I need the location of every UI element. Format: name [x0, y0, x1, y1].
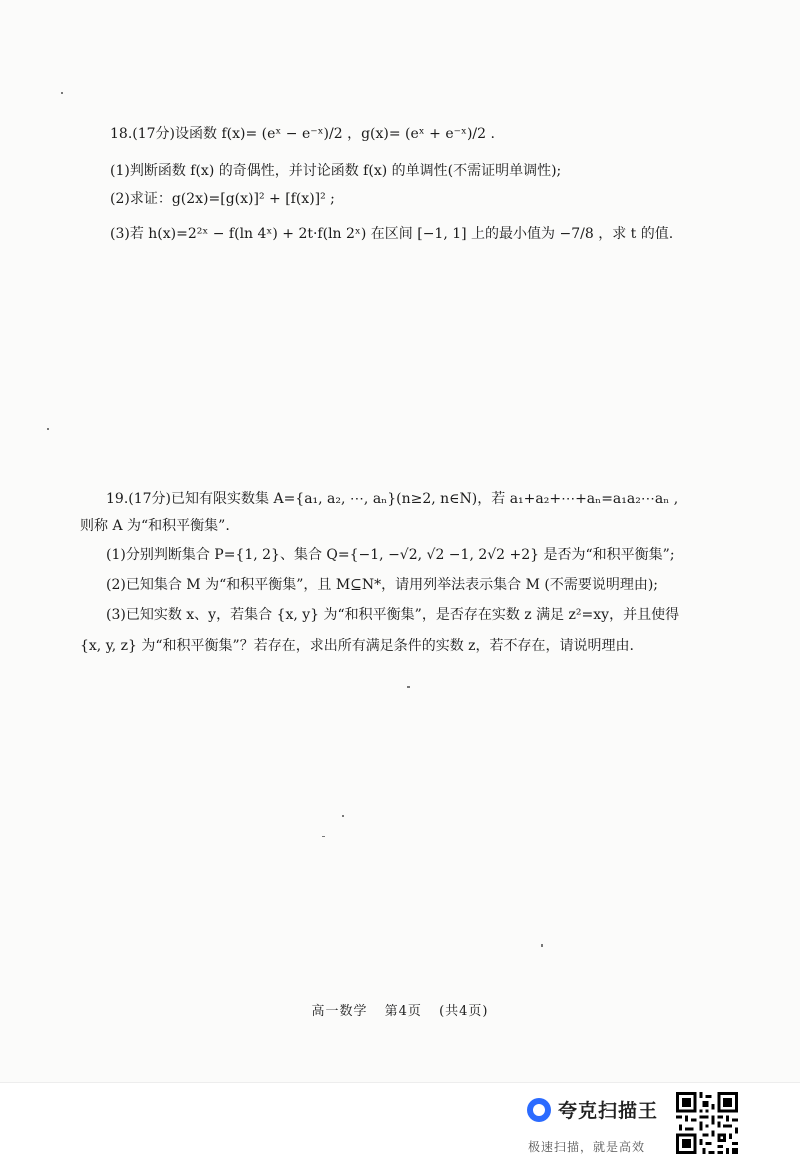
- q19-part2: (2)已知集合 M 为“和积平衡集”，且 M⊆N*，请用列举法表示集合 M (不需要说明理由);: [106, 577, 659, 593]
- q18-part2: (2)求证：g(2x)=[g(x)]² + [f(x)]² ;: [110, 191, 335, 207]
- q19-part1: (1)分别判断集合 P={1, 2}、集合 Q={−1, −√2, √2 −1, 2√2 +2} 是否为“和积平衡集”;: [106, 547, 675, 563]
- q18-part1: (1)判断函数 f(x) 的奇偶性，并讨论函数 f(x) 的单调性(不需证明单调性);: [110, 163, 562, 179]
- brand-slogan: 极速扫描，就是高效: [528, 1140, 646, 1154]
- scan-speck: [61, 92, 63, 94]
- brand-name: 夸克扫描王: [558, 1100, 659, 1122]
- scan-speck: [407, 686, 410, 688]
- scan-speck: [541, 944, 543, 947]
- scan-speck: [342, 815, 344, 817]
- q19-stem: 19.(17分)已知有限实数集 A={a₁, a₂, ⋯, aₙ}(n≥2, n∈N)，若 a₁+a₂+⋯+aₙ=a₁a₂⋯aₙ ,: [106, 491, 679, 507]
- q18-part3: (3)若 h(x)=2²ˣ − f(ln 4ˣ) + 2t·f(ln 2ˣ) 在区间 [−1, 1] 上的最小值为 −7/8 ，求 t 的值.: [110, 226, 674, 242]
- footer-total: (共4页): [439, 1004, 489, 1019]
- scan-speck: [47, 428, 49, 430]
- q19-part3: (3)已知实数 x、y，若集合 {x, y} 为“和积平衡集”，是否存在实数 z 满足 z²=xy，并且使得: [106, 607, 680, 623]
- footer-page: 第4页: [384, 1004, 422, 1019]
- q18-stem: 18.(17分)设函数 f(x)= (eˣ − e⁻ˣ)/2 ，g(x)= (eˣ + e⁻ˣ)/2 .: [110, 126, 495, 142]
- q19-stem-cont: 则称 A 为“和积平衡集”.: [80, 518, 230, 534]
- page-footer: [0, 1000, 800, 1019]
- scan-speck: [322, 836, 325, 837]
- qr-code-icon: [676, 1092, 738, 1154]
- q19-part3-cont: {x, y, z} 为“和积平衡集”？若存在，求出所有满足条件的实数 z，若不存在，请说明理由.: [80, 638, 634, 654]
- quark-logo-icon: [527, 1098, 551, 1122]
- footer-subject: 高一数学: [311, 1004, 368, 1019]
